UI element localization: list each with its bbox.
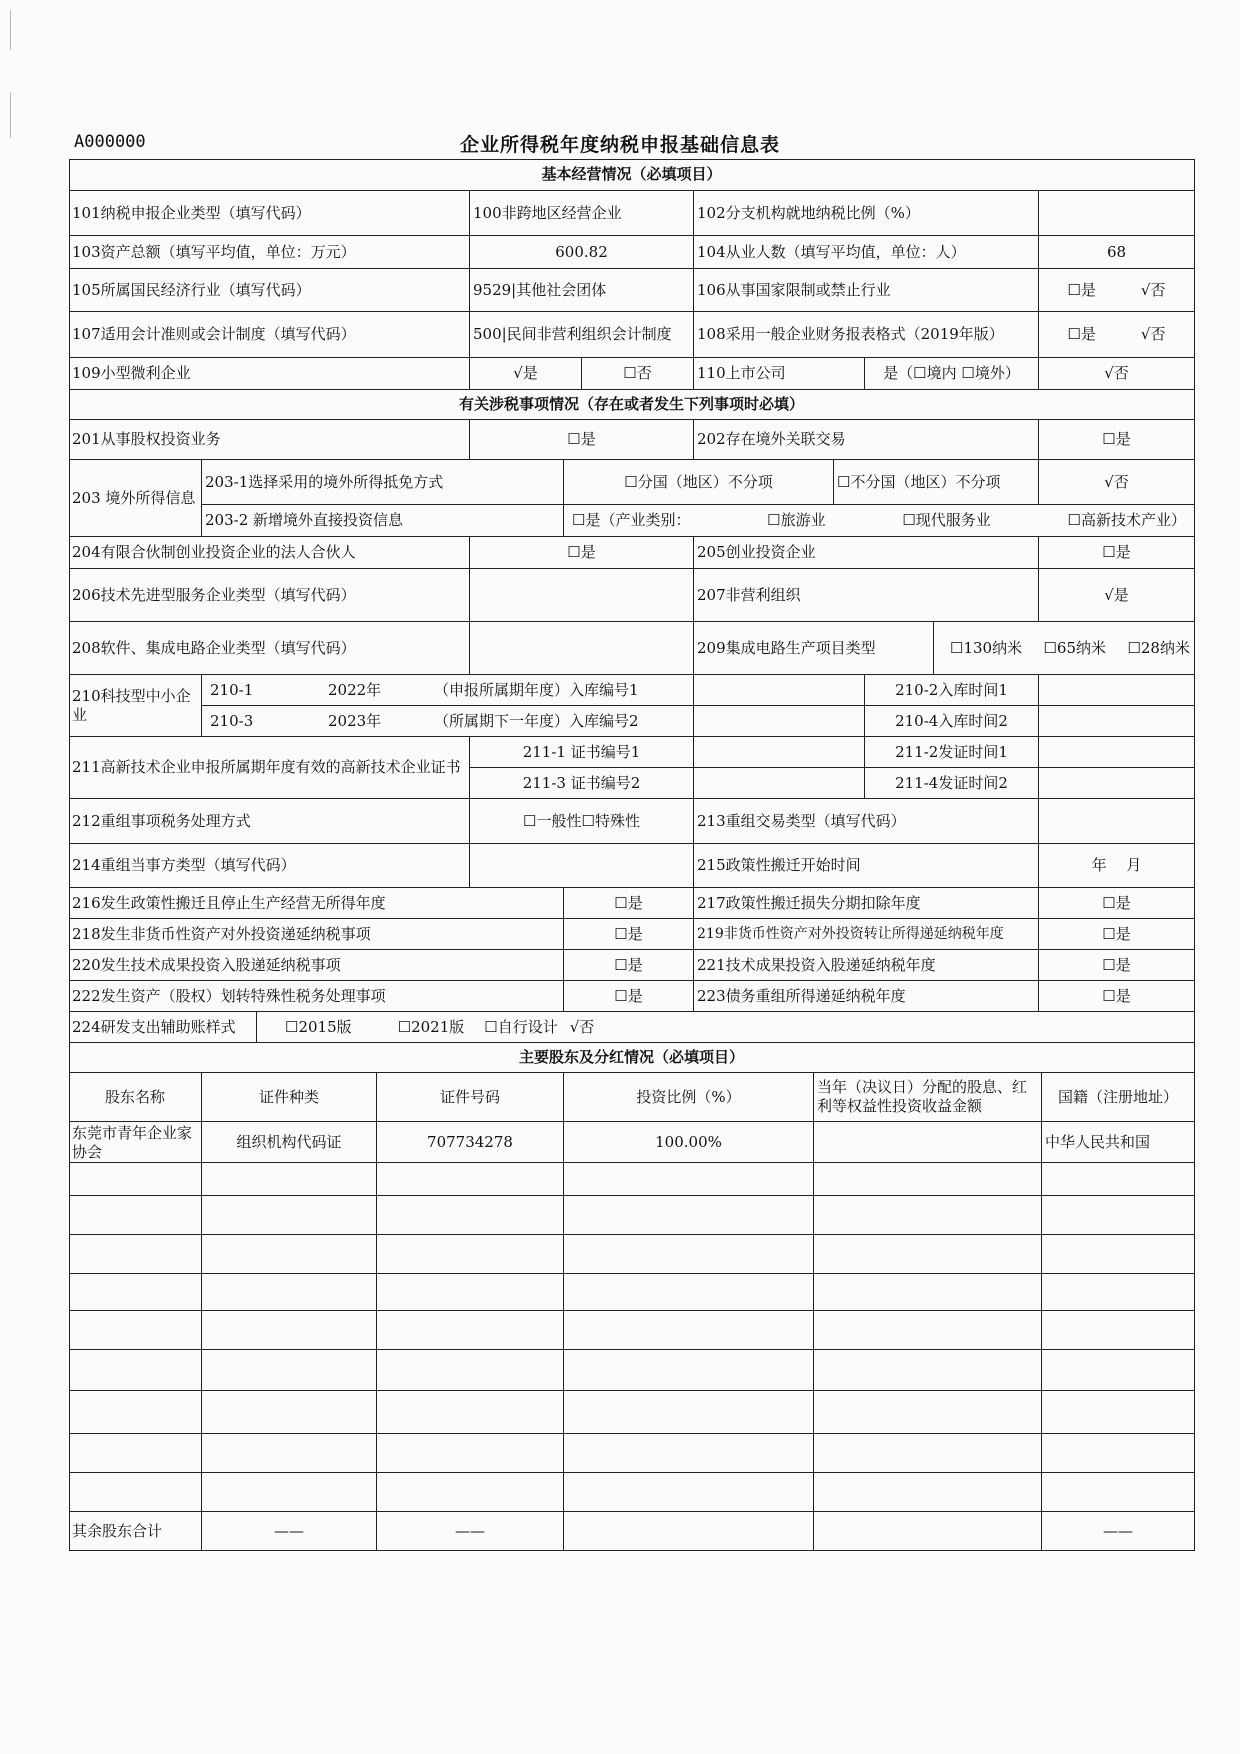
row-210-4-label: 210-4入库时间2 — [865, 706, 1039, 737]
row-224-option-custom[interactable]: ☐自行设计 — [484, 1017, 558, 1036]
empty-shareholder-cell[interactable] — [69, 1235, 202, 1274]
row-103-label: 103资产总额（填写平均值，单位：万元） — [69, 236, 470, 269]
scan-artifact — [10, 10, 11, 50]
row-211-3-label: 211-3 证书编号2 — [470, 768, 694, 799]
empty-shareholder-cell[interactable] — [1042, 1473, 1195, 1512]
row-110-no[interactable]: √否 — [1039, 358, 1195, 390]
row-102-value[interactable] — [1039, 191, 1195, 236]
empty-shareholder-cell[interactable] — [1042, 1311, 1195, 1350]
row-210-label: 210科技型中小企业 — [69, 675, 202, 737]
empty-shareholder-cell[interactable] — [69, 1473, 202, 1512]
row-202-value[interactable]: ☐是 — [1039, 420, 1195, 460]
row-218-label: 218发生非货币性资产对外投资递延纳税事项 — [69, 919, 564, 950]
row-203-label: 203 境外所得信息 — [69, 460, 202, 537]
row-209-option-65nm[interactable]: ☐65纳米 — [1043, 638, 1107, 657]
row-109-yes[interactable]: √是 — [470, 358, 582, 390]
empty-shareholder-cell[interactable] — [564, 1473, 814, 1512]
row-204-label: 204有限合伙制创业投资企业的法人合伙人 — [69, 537, 470, 569]
empty-shareholder-cell[interactable] — [202, 1163, 377, 1196]
empty-shareholder-cell[interactable] — [377, 1235, 564, 1274]
empty-shareholder-cell[interactable] — [377, 1196, 564, 1235]
row-221-label: 221技术成果投资入股递延纳税年度 — [694, 950, 1039, 981]
empty-shareholder-cell[interactable] — [377, 1391, 564, 1434]
row-207-label: 207非营利组织 — [694, 569, 1039, 622]
section-basic-header: 基本经营情况（必填项目） — [69, 159, 1195, 191]
empty-shareholder-cell[interactable] — [1042, 1163, 1195, 1196]
row-210-1-desc: （申报所属期年度）入库编号1 — [434, 680, 639, 699]
row-210-4-value[interactable] — [1039, 706, 1195, 737]
row-223-value[interactable]: ☐是 — [1039, 981, 1195, 1012]
row-210-3-value[interactable] — [694, 706, 865, 737]
row-208-value[interactable] — [470, 622, 694, 675]
row-203-2-option-high-tech[interactable]: ☐高新技术产业） — [1067, 511, 1186, 529]
row-203-1-option-per-country[interactable]: ☐分国（地区）不分项 — [564, 460, 834, 505]
row-211-3-value[interactable] — [694, 768, 865, 799]
row-210-2-value[interactable] — [1039, 675, 1195, 706]
row-209-label: 209集成电路生产项目类型 — [694, 622, 934, 675]
empty-shareholder-cell[interactable] — [202, 1235, 377, 1274]
shareholder-1-dividend[interactable] — [814, 1122, 1042, 1163]
row-211-2-label: 211-2发证时间1 — [865, 737, 1039, 768]
empty-shareholder-cell[interactable] — [377, 1350, 564, 1391]
row-211-label: 211高新技术企业申报所属期年度有效的高新技术企业证书 — [69, 737, 470, 799]
row-203-1-option-no[interactable]: √否 — [1039, 460, 1195, 505]
other-shareholders-ratio[interactable] — [564, 1512, 814, 1551]
empty-shareholder-cell[interactable] — [202, 1311, 377, 1350]
empty-shareholder-cell[interactable] — [564, 1274, 814, 1311]
row-203-2-option-yes[interactable]: ☐是（产业类别： — [572, 511, 691, 529]
empty-shareholder-cell[interactable] — [814, 1274, 1042, 1311]
empty-shareholder-cell[interactable] — [564, 1434, 814, 1473]
row-107-label: 107适用会计准则或会计制度（填写代码） — [69, 312, 470, 358]
row-211-4-label: 211-4发证时间2 — [865, 768, 1039, 799]
empty-shareholder-cell[interactable] — [814, 1473, 1042, 1512]
empty-shareholder-cell[interactable] — [202, 1391, 377, 1434]
row-104-label: 104从业人数（填写平均值，单位：人） — [694, 236, 1039, 269]
empty-shareholder-cell[interactable] — [202, 1274, 377, 1311]
row-110-label: 110上市公司 — [694, 358, 865, 390]
empty-shareholder-cell[interactable] — [564, 1311, 814, 1350]
empty-shareholder-cell[interactable] — [202, 1350, 377, 1391]
row-201-value[interactable]: ☐是 — [470, 420, 694, 460]
col-nationality: 国籍（注册地址） — [1042, 1073, 1195, 1122]
row-204-value[interactable]: ☐是 — [470, 537, 694, 569]
row-104-value[interactable]: 68 — [1039, 236, 1195, 269]
row-110-yes[interactable]: 是（☐境内 ☐境外） — [865, 358, 1039, 390]
row-210-2-label: 210-2入库时间1 — [865, 675, 1039, 706]
row-224-option-no[interactable]: √否 — [569, 1017, 595, 1036]
row-210-1-value[interactable] — [694, 675, 865, 706]
row-209-option-130nm[interactable]: ☐130纳米 — [950, 638, 1023, 657]
row-213-label: 213重组交易类型（填写代码） — [694, 799, 1039, 844]
empty-shareholder-cell[interactable] — [202, 1434, 377, 1473]
row-217-value[interactable]: ☐是 — [1039, 888, 1195, 919]
empty-shareholder-cell[interactable] — [1042, 1235, 1195, 1274]
row-102-label: 102分支机构就地纳税比例（%） — [694, 191, 1039, 236]
empty-shareholder-cell[interactable] — [69, 1391, 202, 1434]
col-id-type: 证件种类 — [202, 1073, 377, 1122]
row-203-1-label: 203-1选择采用的境外所得抵免方式 — [202, 460, 564, 505]
row-207-value[interactable]: √是 — [1039, 569, 1195, 622]
row-208-label: 208软件、集成电路企业类型（填写代码） — [69, 622, 470, 675]
shareholder-1-name[interactable]: 东莞市青年企业家协会 — [69, 1122, 202, 1163]
empty-shareholder-cell[interactable] — [202, 1196, 377, 1235]
section-tax-matters-header: 有关涉税事项情况（存在或者发生下列事项时必填） — [69, 390, 1195, 420]
row-211-1-value[interactable] — [694, 737, 865, 768]
row-105-value[interactable]: 9529|其他社会团体 — [470, 269, 694, 312]
other-shareholders-id-type: —— — [202, 1512, 377, 1551]
row-203-2-option-modern-service[interactable]: ☐现代服务业 — [902, 511, 991, 529]
empty-shareholder-cell[interactable] — [69, 1196, 202, 1235]
row-203-2-option-tourism[interactable]: ☐旅游业 — [767, 511, 826, 529]
row-206-value[interactable] — [470, 569, 694, 622]
empty-shareholder-cell[interactable] — [1042, 1350, 1195, 1391]
empty-shareholder-cell[interactable] — [564, 1163, 814, 1196]
empty-shareholder-cell[interactable] — [814, 1311, 1042, 1350]
empty-shareholder-cell[interactable] — [377, 1274, 564, 1311]
empty-shareholder-cell[interactable] — [814, 1434, 1042, 1473]
row-220-value[interactable]: ☐是 — [564, 950, 694, 981]
empty-shareholder-cell[interactable] — [69, 1311, 202, 1350]
empty-shareholder-cell[interactable] — [69, 1163, 202, 1196]
row-201-label: 201从事股权投资业务 — [69, 420, 470, 460]
row-106-label: 106从事国家限制或禁止行业 — [694, 269, 1039, 312]
shareholder-1-nationality[interactable]: 中华人民共和国 — [1042, 1122, 1195, 1163]
col-shareholder-name: 股东名称 — [69, 1073, 202, 1122]
row-203-2-label: 203-2 新增境外直接投资信息 — [202, 505, 564, 537]
row-221-value[interactable]: ☐是 — [1039, 950, 1195, 981]
row-107-value[interactable]: 500|民间非营利组织会计制度 — [470, 312, 694, 358]
empty-shareholder-cell[interactable] — [1042, 1434, 1195, 1473]
empty-shareholder-cell[interactable] — [69, 1274, 202, 1311]
row-224-label: 224研发支出辅助账样式 — [69, 1012, 257, 1043]
row-212-value[interactable]: ☐一般性☐特殊性 — [470, 799, 694, 844]
row-109-label: 109小型微利企业 — [69, 358, 470, 390]
row-101-value[interactable]: 100非跨地区经营企业 — [470, 191, 694, 236]
row-213-value[interactable] — [1039, 799, 1195, 844]
row-210-3-code: 210-3 — [210, 711, 254, 730]
empty-shareholder-cell[interactable] — [564, 1391, 814, 1434]
empty-shareholder-cell[interactable] — [69, 1350, 202, 1391]
empty-shareholder-cell[interactable] — [564, 1196, 814, 1235]
row-210-1-code: 210-1 — [210, 680, 254, 699]
row-210-3-year: 2023年 — [328, 711, 382, 730]
section-shareholders-header: 主要股东及分红情况（必填项目） — [69, 1043, 1195, 1073]
row-206-label: 206技术先进型服务企业类型（填写代码） — [69, 569, 470, 622]
empty-shareholder-cell[interactable] — [202, 1473, 377, 1512]
row-218-value[interactable]: ☐是 — [564, 919, 694, 950]
form-code: A000000 — [74, 132, 146, 152]
row-209-option-28nm[interactable]: ☐28纳米 — [1127, 638, 1190, 657]
empty-shareholder-cell[interactable] — [377, 1311, 564, 1350]
row-205-label: 205创业投资企业 — [694, 537, 1039, 569]
row-210-1-label — [202, 675, 694, 706]
empty-shareholder-cell[interactable] — [814, 1163, 1042, 1196]
row-202-label: 202存在境外关联交易 — [694, 420, 1039, 460]
row-210-3-desc: （所属期下一年度）入库编号2 — [434, 711, 639, 730]
form-title: 企业所得税年度纳税申报基础信息表 — [459, 134, 780, 156]
row-215-label: 215政策性搬迁开始时间 — [694, 844, 1039, 888]
col-dividend-amount: 当年（决议日）分配的股息、红利等权益性投资收益金额 — [814, 1073, 1042, 1122]
row-210-3-label — [202, 706, 694, 737]
row-203-2-options — [564, 505, 1195, 537]
row-101-label: 101纳税申报企业类型（填写代码） — [69, 191, 470, 236]
row-214-value[interactable] — [470, 844, 694, 888]
row-105-label: 105所属国民经济行业（填写代码） — [69, 269, 470, 312]
row-203-1-option-all-countries[interactable]: ☐不分国（地区）不分项 — [834, 460, 1039, 505]
row-211-4-value[interactable] — [1039, 768, 1195, 799]
empty-shareholder-cell[interactable] — [1042, 1391, 1195, 1434]
empty-shareholder-cell[interactable] — [814, 1235, 1042, 1274]
row-215-value[interactable]: 年 月 — [1039, 844, 1195, 888]
row-108-value[interactable]: ☐是 √否 — [1039, 312, 1195, 358]
row-217-label: 217政策性搬迁损失分期扣除年度 — [694, 888, 1039, 919]
row-211-1-label: 211-1 证书编号1 — [470, 737, 694, 768]
row-212-label: 212重组事项税务处理方式 — [69, 799, 470, 844]
shareholder-1-ratio[interactable]: 100.00% — [564, 1122, 814, 1163]
shareholder-1-id-type[interactable]: 组织机构代码证 — [202, 1122, 377, 1163]
empty-shareholder-cell[interactable] — [69, 1434, 202, 1473]
empty-shareholder-cell[interactable] — [814, 1196, 1042, 1235]
row-103-value[interactable]: 600.82 — [470, 236, 694, 269]
empty-shareholder-cell[interactable] — [1042, 1196, 1195, 1235]
row-210-1-year: 2022年 — [328, 680, 382, 699]
row-209-options — [934, 622, 1195, 675]
row-222-label: 222发生资产（股权）划转特殊性税务处理事项 — [69, 981, 564, 1012]
empty-shareholder-cell[interactable] — [564, 1235, 814, 1274]
empty-shareholder-cell[interactable] — [1042, 1274, 1195, 1311]
row-224-options — [257, 1012, 1195, 1043]
row-109-no[interactable]: ☐否 — [582, 358, 694, 390]
row-214-label: 214重组当事方类型（填写代码） — [69, 844, 470, 888]
empty-shareholder-cell[interactable] — [377, 1163, 564, 1196]
other-shareholders-label: 其余股东合计 — [69, 1512, 202, 1551]
other-shareholders-nationality: —— — [1042, 1512, 1195, 1551]
col-id-number: 证件号码 — [377, 1073, 564, 1122]
row-223-label: 223债务重组所得递延纳税年度 — [694, 981, 1039, 1012]
row-216-value[interactable]: ☐是 — [564, 888, 694, 919]
empty-shareholder-cell[interactable] — [564, 1350, 814, 1391]
row-224-option-2021[interactable]: ☐2021版 — [397, 1017, 465, 1036]
other-shareholders-dividend[interactable] — [814, 1512, 1042, 1551]
row-222-value[interactable]: ☐是 — [564, 981, 694, 1012]
row-108-label: 108采用一般企业财务报表格式（2019年版） — [694, 312, 1039, 358]
row-216-label: 216发生政策性搬迁且停止生产经营无所得年度 — [69, 888, 564, 919]
row-219-value[interactable]: ☐是 — [1039, 919, 1195, 950]
empty-shareholder-cell[interactable] — [377, 1434, 564, 1473]
row-219-label: 219非货币性资产对外投资转让所得递延纳税年度 — [694, 919, 1039, 950]
col-investment-ratio: 投资比例（%） — [564, 1073, 814, 1122]
row-224-option-2015[interactable]: ☐2015版 — [285, 1017, 352, 1036]
shareholder-1-id-number[interactable]: 707734278 — [377, 1122, 564, 1163]
empty-shareholder-cell[interactable] — [814, 1391, 1042, 1434]
row-106-value[interactable]: ☐是 √否 — [1039, 269, 1195, 312]
row-211-2-value[interactable] — [1039, 737, 1195, 768]
row-205-value[interactable]: ☐是 — [1039, 537, 1195, 569]
empty-shareholder-cell[interactable] — [814, 1350, 1042, 1391]
row-220-label: 220发生技术成果投资入股递延纳税事项 — [69, 950, 564, 981]
empty-shareholder-cell[interactable] — [377, 1473, 564, 1512]
other-shareholders-id-number: —— — [377, 1512, 564, 1551]
